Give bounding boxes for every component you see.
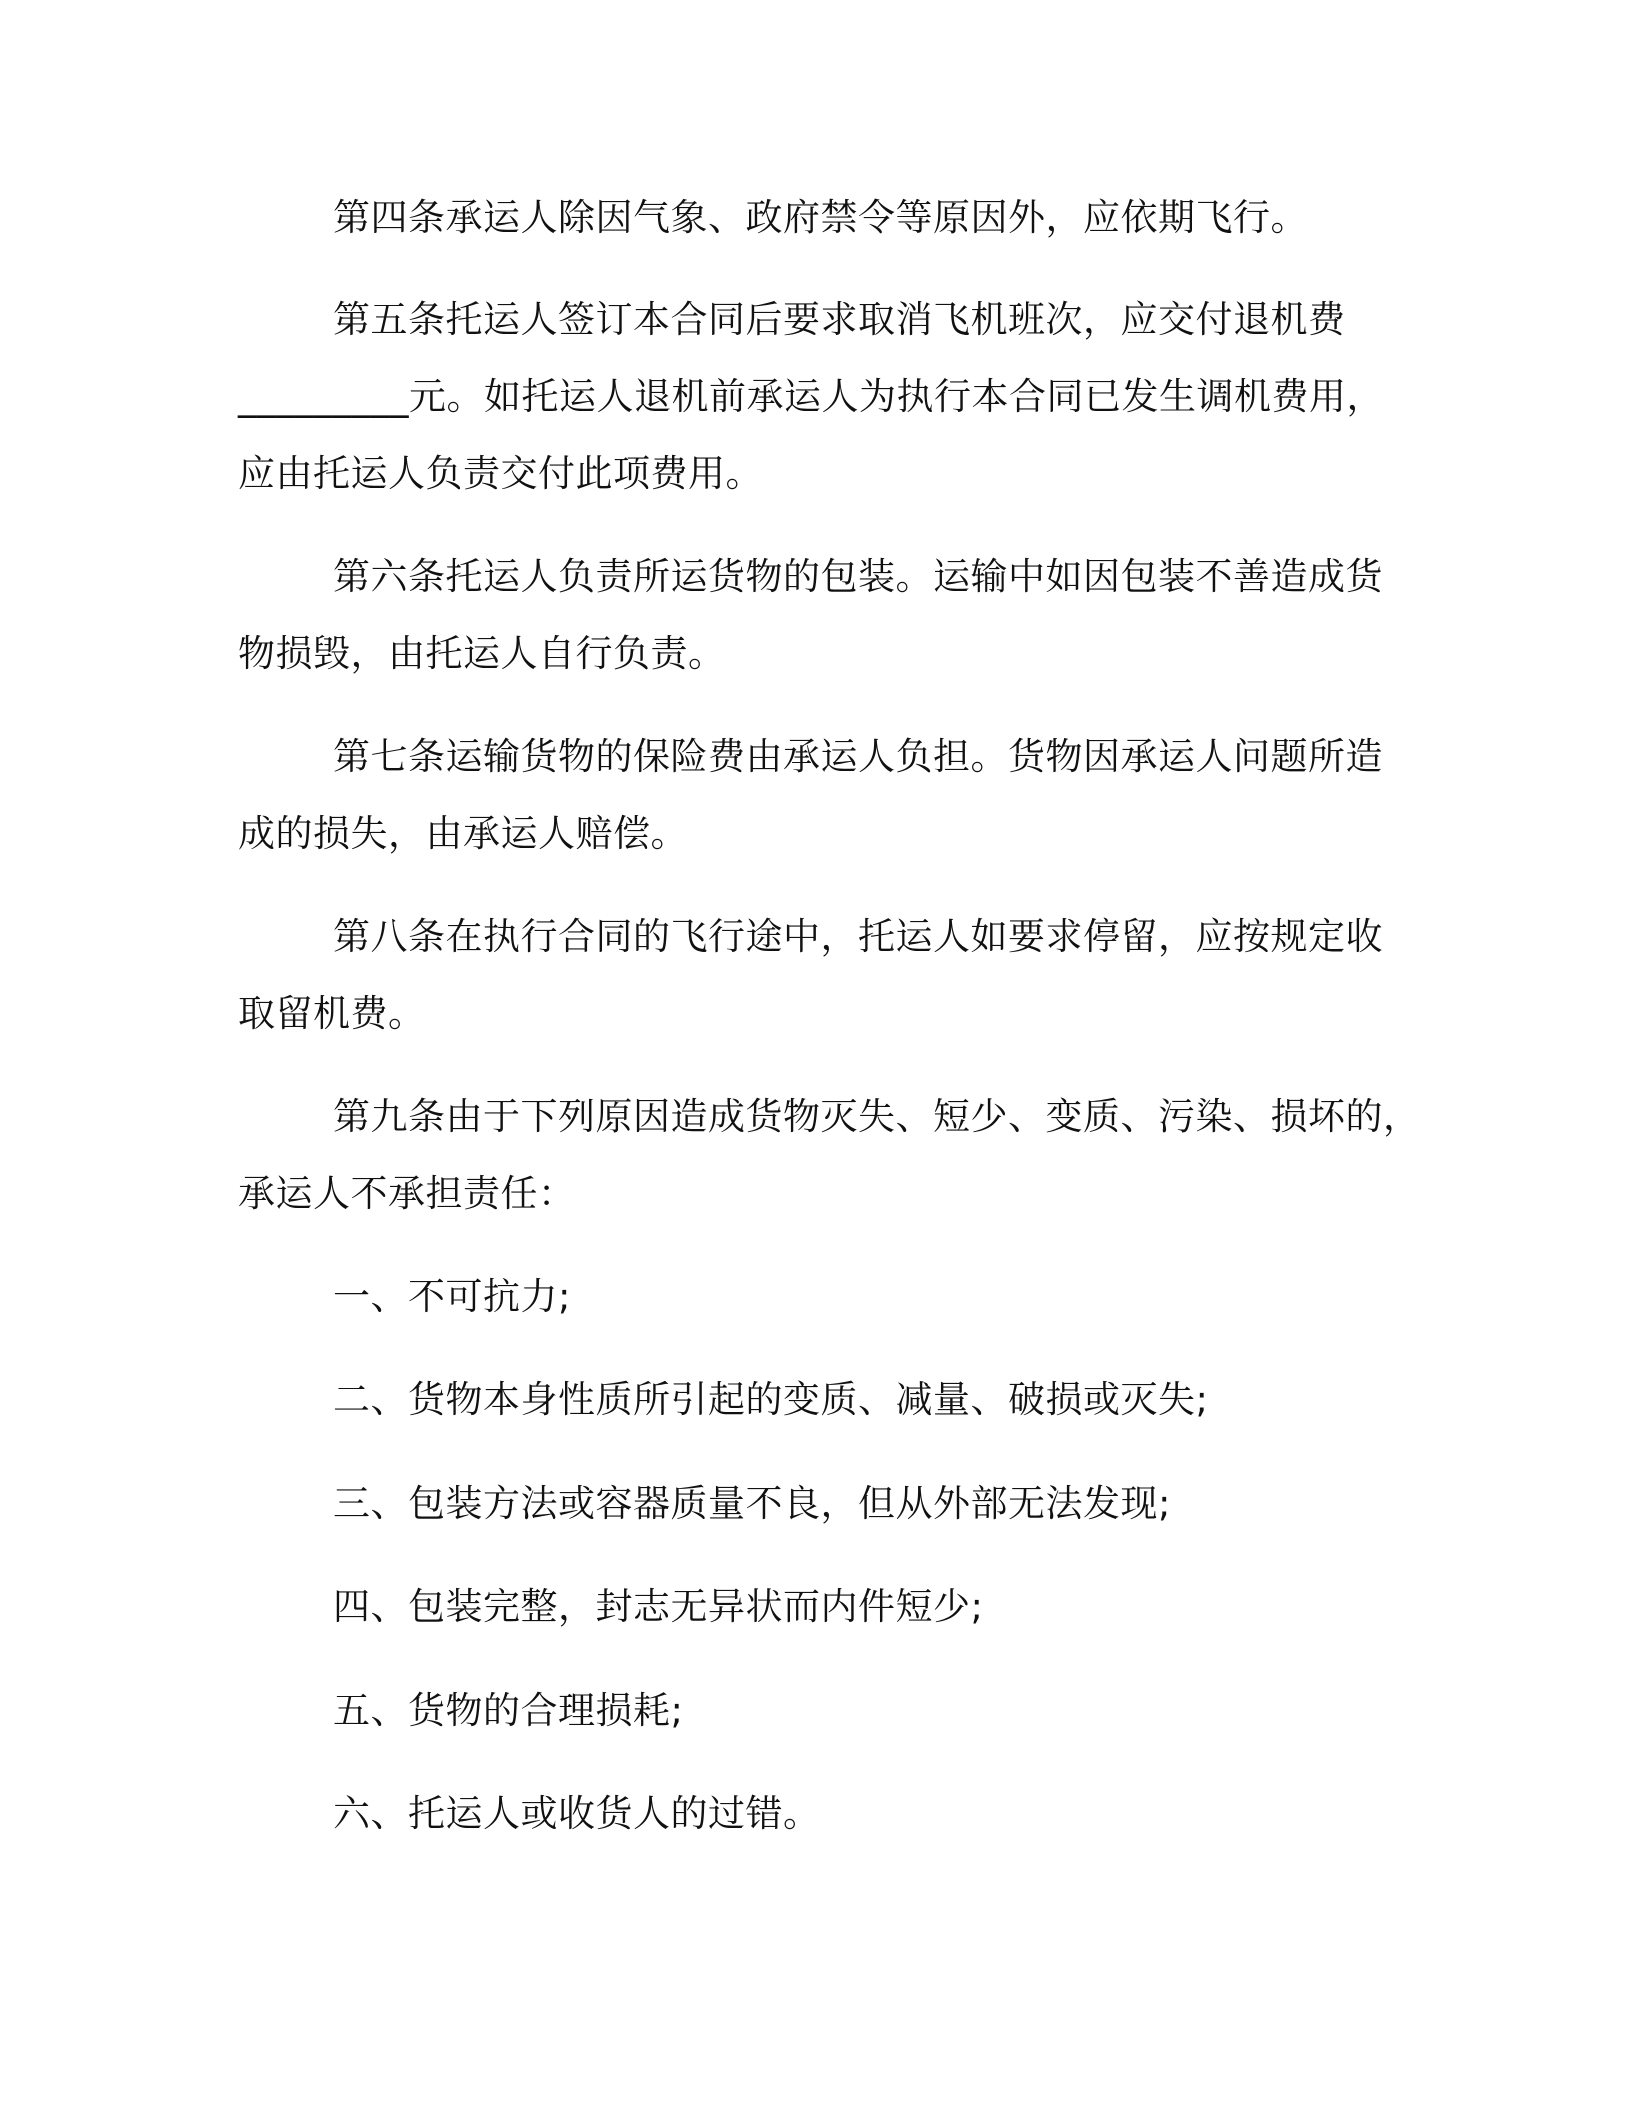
article-5-line-3: 应由托运人负责交付此项费用。	[238, 452, 763, 495]
article-6-line-2: 物损毁，由托运人自行负责。	[238, 632, 726, 675]
list-item-1: 一、不可抗力;	[333, 1275, 571, 1318]
article-8-line-1: 第八条在执行合同的飞行途中，托运人如要求停留，应按规定收	[333, 915, 1383, 958]
article-4-line-1: 第四条承运人除因气象、政府禁令等原因外，应依期飞行。	[333, 196, 1308, 239]
article-5-line-1: 第五条托运人签订本合同后要求取消飞机班次，应交付退机费	[333, 298, 1346, 341]
article-7-line-1: 第七条运输货物的保险费由承运人负担。货物因承运人问题所造	[333, 735, 1383, 778]
article-5-line-2: _________元。如托运人退机前承运人为执行本合同已发生调机费用，	[238, 375, 1384, 418]
article-9-line-1: 第九条由于下列原因造成货物灭失、短少、变质、污染、损坏的，	[333, 1095, 1421, 1138]
article-9-line-2: 承运人不承担责任：	[238, 1172, 576, 1215]
list-item-2: 二、货物本身性质所引起的变质、减量、破损或灭失;	[333, 1378, 1209, 1421]
list-item-5: 五、货物的合理损耗;	[333, 1689, 684, 1732]
list-item-4: 四、包装完整，封志无异状而内件短少;	[333, 1585, 984, 1628]
article-6-line-1: 第六条托运人负责所运货物的包装。运输中如因包装不善造成货	[333, 555, 1383, 598]
list-item-6: 六、托运人或收货人的过错。	[333, 1792, 821, 1835]
list-item-3: 三、包装方法或容器质量不良，但从外部无法发现;	[333, 1482, 1171, 1525]
article-8-line-2: 取留机费。	[238, 992, 426, 1035]
article-7-line-2: 成的损失，由承运人赔偿。	[238, 812, 688, 855]
